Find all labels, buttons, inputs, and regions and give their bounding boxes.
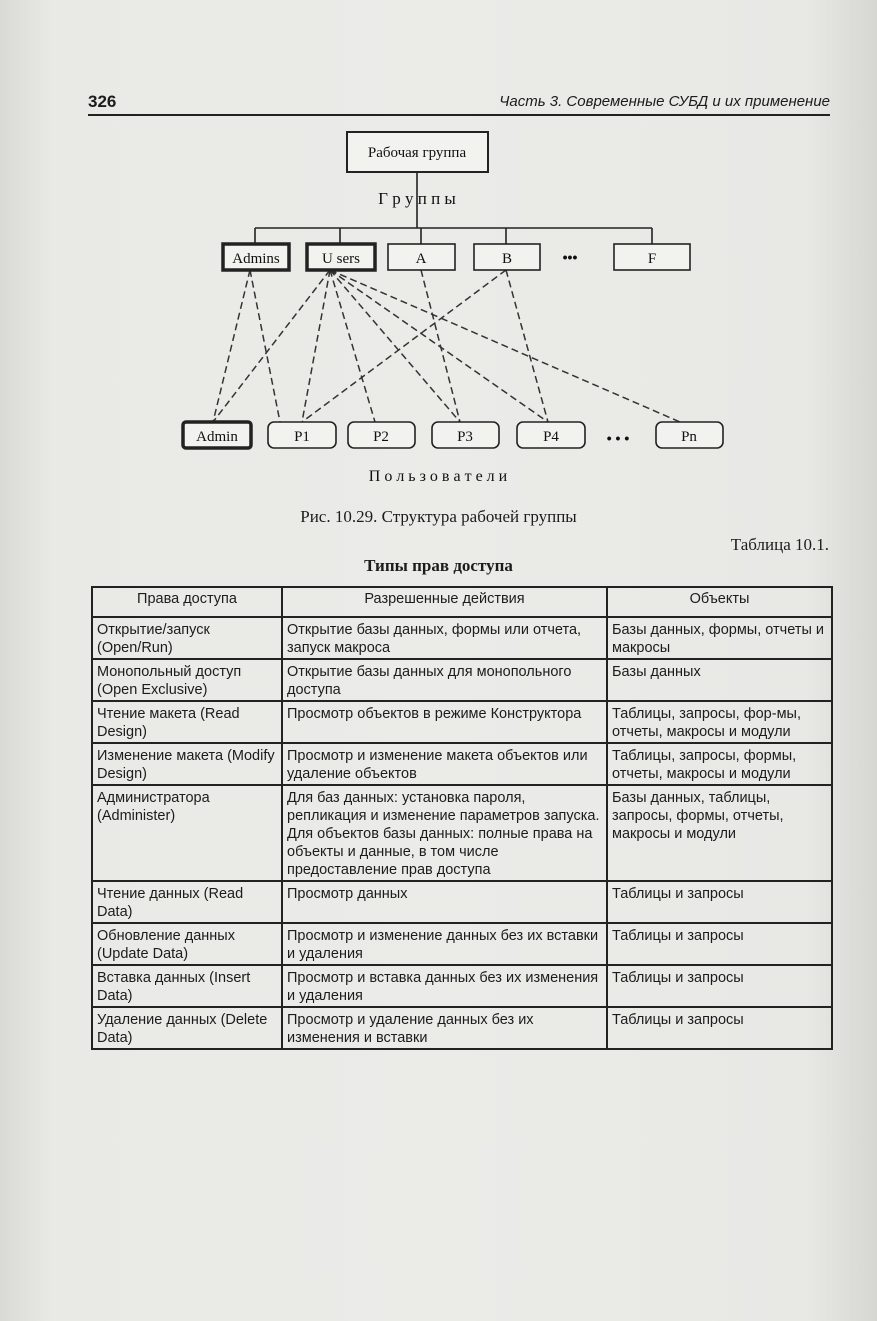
cell-right: Чтение макета (Read Design) <box>92 701 282 743</box>
cell-actions: Открытие базы данных, формы или отчета, запуск макроса <box>282 617 607 659</box>
cell-actions: Просмотр и изменение данных без их вставки и удаления <box>282 923 607 965</box>
cell-actions: Открытие базы данных для монопольного доступа <box>282 659 607 701</box>
cell-actions: Для баз данных: установка пароля, репликация и изменение параметров запуска. Для объектов базы данных: полные права на объекты и данные, в том числе предоставление прав доступа <box>282 785 607 881</box>
header-actions: Разрешенные действия <box>282 587 607 617</box>
group-node-admins <box>223 244 289 270</box>
user-node-admin <box>183 422 251 448</box>
cell-objects: Базы данных, формы, отчеты и макросы <box>607 617 832 659</box>
cell-objects: Таблицы, запросы, формы, отчеты, макросы и модули <box>607 743 832 785</box>
group-node-a <box>388 244 455 270</box>
svg-text:P3: P3 <box>457 429 473 445</box>
table-row <box>92 965 832 1007</box>
groups-label: Г р у п п ы <box>378 189 456 208</box>
workgroup-node <box>347 132 488 172</box>
users-label: П о л ь з о в а т е л и <box>368 468 508 485</box>
svg-text:Admins: Admins <box>232 251 280 267</box>
cell-right: Изменение макета (Modify Design) <box>92 743 282 785</box>
group-node-users <box>307 244 375 270</box>
cell-objects: Таблицы и запросы <box>607 923 832 965</box>
cell-right: Монопольный доступ (Open Exclusive) <box>92 659 282 701</box>
table-row <box>92 701 832 743</box>
cell-right: Удаление данных (Delete Data) <box>92 1007 282 1049</box>
workgroup-label: Рабочая группа <box>367 145 467 161</box>
table-row <box>92 1007 832 1049</box>
header-objects: Объекты <box>607 587 832 617</box>
table-row <box>92 617 832 659</box>
groups-ellipsis: ••• <box>562 249 578 265</box>
cell-objects: Базы данных, таблицы, запросы, формы, отчеты, макросы и модули <box>607 785 832 881</box>
svg-text:P4: P4 <box>543 429 559 445</box>
cell-objects: Таблицы и запросы <box>607 965 832 1007</box>
table-header-row <box>92 587 832 617</box>
header-rights: Права доступа <box>92 587 282 617</box>
table-row <box>92 923 832 965</box>
user-node-p2 <box>348 422 415 448</box>
cell-right: Обновление данных (Update Data) <box>92 923 282 965</box>
access-rights-table <box>91 586 833 1050</box>
cell-actions: Просмотр и вставка данных без их изменения и удаления <box>282 965 607 1007</box>
table-row <box>92 881 832 923</box>
cell-actions: Просмотр объектов в режиме Конструктора <box>282 701 607 743</box>
svg-text:Pn: Pn <box>681 429 697 445</box>
svg-text:Admin: Admin <box>196 429 238 445</box>
cell-objects: Таблицы, запросы, фор-мы, отчеты, макросы и модули <box>607 701 832 743</box>
cell-objects: Таблицы и запросы <box>607 1007 832 1049</box>
cell-right: Чтение данных (Read Data) <box>92 881 282 923</box>
table-row <box>92 785 832 881</box>
membership-links <box>213 270 680 422</box>
svg-text:P2: P2 <box>373 429 389 445</box>
table-row <box>92 743 832 785</box>
figure-caption: Рис. 10.29. Структура рабочей группы <box>300 507 577 526</box>
user-node-pn <box>656 422 723 448</box>
group-node-f <box>614 244 690 270</box>
cell-actions: Просмотр и изменение макета объектов или удаление объектов <box>282 743 607 785</box>
running-title: Часть 3. Современные СУБД и их применение <box>499 93 830 110</box>
svg-text:B: B <box>501 251 513 267</box>
svg-text:U sers: U sers <box>322 251 360 267</box>
cell-objects: Базы данных <box>607 659 832 701</box>
users-ellipsis: • • • <box>606 430 630 446</box>
user-node-p3 <box>432 422 499 448</box>
table-number: Таблица 10.1. <box>730 535 829 554</box>
user-node-p1 <box>268 422 336 448</box>
workgroup-diagram <box>0 0 877 500</box>
page-number: 326 <box>88 92 117 111</box>
table-row <box>92 659 832 701</box>
cell-right: Вставка данных (Insert Data) <box>92 965 282 1007</box>
svg-text:P1: P1 <box>294 429 310 445</box>
cell-actions: Просмотр данных <box>282 881 607 923</box>
cell-objects: Таблицы и запросы <box>607 881 832 923</box>
svg-text:A: A <box>415 251 427 267</box>
svg-text:F: F <box>647 251 657 267</box>
tree-connectors <box>255 172 652 244</box>
cell-right: Открытие/запуск (Open/Run) <box>92 617 282 659</box>
cell-right: Администратора (Administer) <box>92 785 282 881</box>
cell-actions: Просмотр и удаление данных без их изменения и вставки <box>282 1007 607 1049</box>
table-title: Типы прав доступа <box>364 556 513 575</box>
user-node-p4 <box>517 422 585 448</box>
group-node-b <box>474 244 540 270</box>
